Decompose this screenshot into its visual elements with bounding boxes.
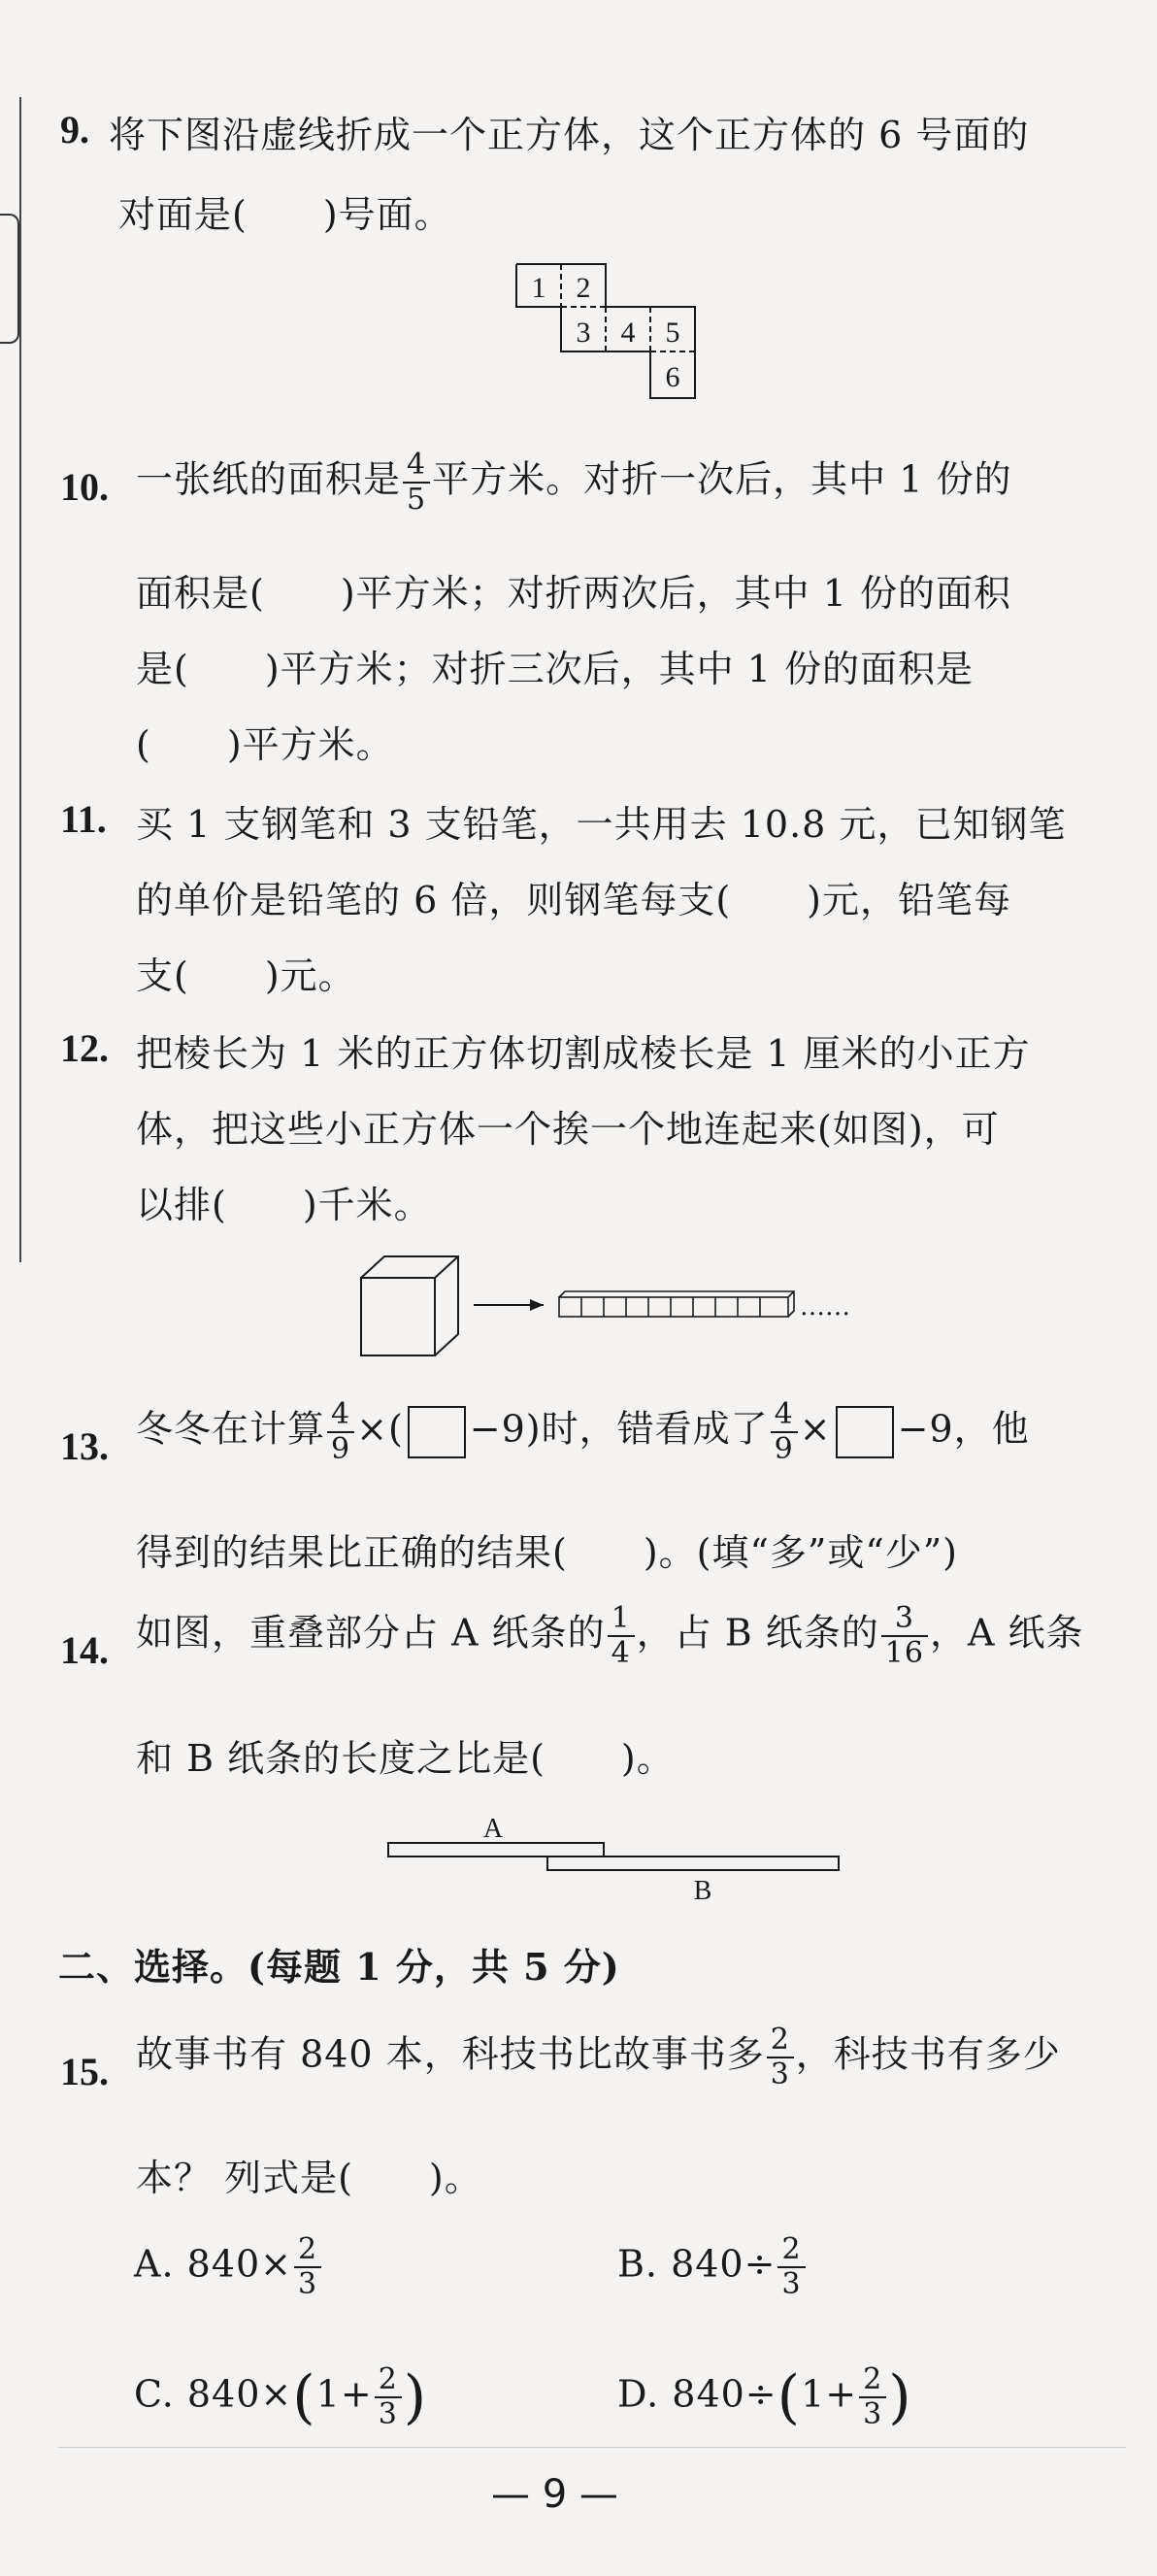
q12-number: 12. [60,1026,109,1070]
paper-strips-diagram [379,1802,844,1909]
q10-line3: 是( )平方米；对折三次后，其中 1 份的面积是 [136,648,974,690]
fraction-2-3: $\frac{2}{3}$ [767,2024,794,2091]
page-number: — 9 — [491,2472,618,2517]
q11-number: 11. [60,797,107,841]
cube-net-diagram [514,260,709,402]
option-c-fraction: $\frac{2}{3}$ [375,2363,402,2431]
strip-a-label: A [482,1814,504,1844]
q12-line1: 把棱长为 1 米的正方体切割成棱长是 1 厘米的小正方 [136,1032,1031,1075]
q14-line1: 如图，重叠部分占 A 纸条的 $\frac{1}{4}$ ，占 B 纸条的 $\frac{3}{16}$ ，A 纸条 [136,1601,1084,1670]
option-c: C. 840×(1+ $\frac{2}{3}$ ) [134,2362,428,2431]
q9-number: 9. [60,108,89,151]
blank-box-1 [408,1406,466,1458]
q12-line2: 体，把这些小正方体一个挨一个地连起来(如图)，可 [136,1108,1000,1151]
option-a: A. 840× $\frac{2}{3}$ [134,2233,323,2301]
section-2-title: 二、选择。(每题 1 分，共 5 分) [58,1945,620,1989]
q15-number: 15. [60,2050,109,2093]
face-5: 5 [665,317,680,349]
q10-number: 10. [60,465,109,509]
q15-line2: 本？ 列式是( )。 [136,2157,482,2199]
blank-box-2 [836,1406,894,1458]
fraction-1-4: $\frac{1}{4}$ [608,1602,635,1670]
face-2: 2 [576,272,591,304]
option-a-fraction: $\frac{2}{3}$ [294,2233,321,2301]
fraction-4-9-a: $\frac{4}{9}$ [327,1398,354,1466]
q9-line2: 对面是( )号面。 [118,193,452,236]
q10-line4: ( )平方米。 [136,723,394,766]
option-d: D. 840÷(1+ $\frac{2}{3}$ ) [617,2362,912,2431]
fraction-4-5: $\frac{4}{5}$ [403,449,430,517]
cube-chain-diagram [349,1245,893,1371]
option-b-fraction: $\frac{2}{3}$ [777,2233,805,2301]
q9-line1: 将下图沿虚线折成一个正方体，这个正方体的 6 号面的 [109,114,1030,156]
q14-line2: 和 B 纸条的长度之比是( )。 [136,1737,675,1780]
q13-number: 13. [60,1424,109,1468]
strip-b-label: B [693,1876,712,1906]
q13-line1: 冬冬在计算 $\frac{4}{9}$ ×( −9)时，错看成了 $\frac{4}{9}$ × −9，他 [136,1397,1030,1466]
fraction-4-9-b: $\frac{4}{9}$ [771,1398,798,1466]
margin-line [19,97,21,1262]
bottom-rule [58,2447,1126,2448]
q10-line2: 面积是( )平方米；对折两次后，其中 1 份的面积 [136,572,1011,615]
q11-line2: 的单价是铅笔的 6 倍，则钢笔每支( )元，铅笔每 [136,879,1011,921]
ellipsis: …… [800,1292,850,1321]
q10-line1: 一张纸的面积是 $\frac{4}{5}$ 平方米。对折一次后，其中 1 份的 [136,448,1012,517]
q12-line3: 以排( )千米。 [136,1184,432,1226]
q15-line1: 故事书有 840 本，科技书比故事书多 $\frac{2}{3}$ ，科技书有多少 [136,2023,1061,2091]
option-d-fraction: $\frac{2}{3}$ [859,2363,886,2431]
face-6: 6 [665,361,680,393]
face-3: 3 [576,317,591,349]
fraction-3-16: $\frac{3}{16}$ [881,1602,928,1670]
q14-number: 14. [60,1628,109,1672]
face-4: 4 [620,317,636,349]
option-b: B. 840÷ $\frac{2}{3}$ [617,2233,808,2301]
face-1: 1 [531,272,546,304]
q13-line2: 得到的结果比正确的结果( )。(填“多”或“少”) [136,1531,959,1574]
q11-line1: 买 1 支钢笔和 3 支铅笔，一共用去 10.8 元，已知钢笔 [136,803,1067,846]
side-tab [0,214,19,344]
q11-line3: 支( )元。 [136,954,356,997]
